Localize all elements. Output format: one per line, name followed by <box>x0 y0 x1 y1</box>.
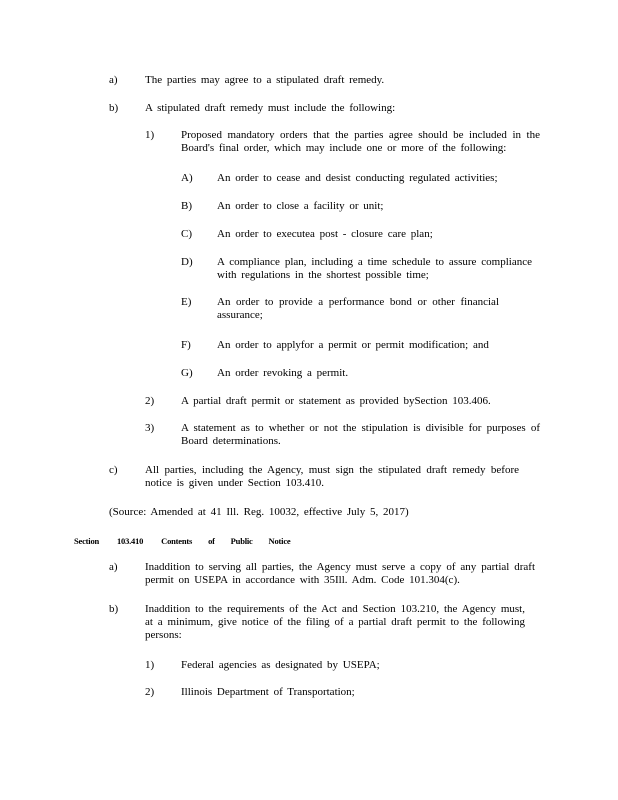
item-text: An order to provide a performance bond or other financial assurance; <box>217 296 499 321</box>
item-label: F) <box>181 339 191 351</box>
list-item <box>109 603 525 642</box>
item-text: An order to cease and desist conducting regulated activities; <box>217 172 498 184</box>
list-item <box>181 256 532 282</box>
source-text: (Source: Amended at 41 Ill. Reg. 10032, effective July 5, 2017) <box>109 506 409 518</box>
item-label: A) <box>181 172 193 184</box>
item-text: Illinois Department of Transportation; <box>181 686 355 698</box>
list-item <box>145 422 540 448</box>
item-text: A statement as to whether or not the stipulation is divisible for purposes of Board determinations. <box>181 422 540 447</box>
item-label: a) <box>109 74 118 86</box>
item-label: b) <box>109 102 119 114</box>
list-item <box>181 200 517 213</box>
item-label: C) <box>181 228 192 240</box>
item-label: a) <box>109 561 118 573</box>
item-label: 2) <box>145 395 155 407</box>
item-label: B) <box>181 200 192 212</box>
source-note <box>109 506 529 519</box>
list-item <box>109 74 535 87</box>
item-label: b) <box>109 603 119 615</box>
item-label: 3) <box>145 422 155 434</box>
item-text: All parties, including the Agency, must sign the stipulated draft remedy before notice is given under Section 103.410. <box>145 464 519 489</box>
list-item <box>109 561 535 587</box>
list-item <box>145 686 540 699</box>
list-item <box>181 172 517 185</box>
list-item <box>109 464 519 490</box>
list-item <box>181 296 499 322</box>
item-label: E) <box>181 296 192 308</box>
list-item <box>181 367 517 380</box>
list-item <box>181 339 517 352</box>
item-text: Federal agencies as designated by USEPA; <box>181 659 380 671</box>
item-text: An order to applyfor a permit or permit modification; and <box>217 339 489 351</box>
list-item <box>145 129 540 155</box>
item-label: G) <box>181 367 193 379</box>
item-text: A compliance plan, including a time schedule to assure compliance with regulations in the shortest possible time; <box>217 256 532 281</box>
section-number: 103.410 <box>116 536 144 546</box>
list-item <box>145 659 540 672</box>
item-label: c) <box>109 464 118 476</box>
section-word: Section <box>74 536 100 546</box>
item-label: 1) <box>145 659 155 671</box>
list-item <box>109 102 535 115</box>
item-text: Inaddition to serving all parties, the Agency must serve a copy of any partial draft permit on USEPA in accordance with 35Ill. Adm. Code 101.304(c). <box>145 561 535 586</box>
item-text: An order revoking a permit. <box>217 367 349 379</box>
item-text: An order to executea post - closure care plan; <box>217 228 433 240</box>
item-label: 2) <box>145 686 155 698</box>
item-text: The parties may agree to a stipulated draft remedy. <box>145 74 385 86</box>
list-item <box>145 395 540 408</box>
list-item <box>181 228 517 241</box>
item-text: Proposed mandatory orders that the parties agree should be included in the Board's final order, which may include one or more of the following: <box>181 129 540 154</box>
item-text: A stipulated draft remedy must include the following: <box>145 102 396 114</box>
item-text: An order to close a facility or unit; <box>217 200 384 212</box>
section-title: Contents of Public Notice <box>161 536 291 546</box>
item-text: A partial draft permit or statement as provided bySection 103.406. <box>181 395 491 407</box>
item-text: Inaddition to the requirements of the Act and Section 103.210, the Agency must, at a minimum, give notice of the filing of a partial draft permit to the following persons: <box>145 603 525 641</box>
item-label: 1) <box>145 129 155 141</box>
section-heading <box>74 535 290 548</box>
item-label: D) <box>181 256 193 268</box>
